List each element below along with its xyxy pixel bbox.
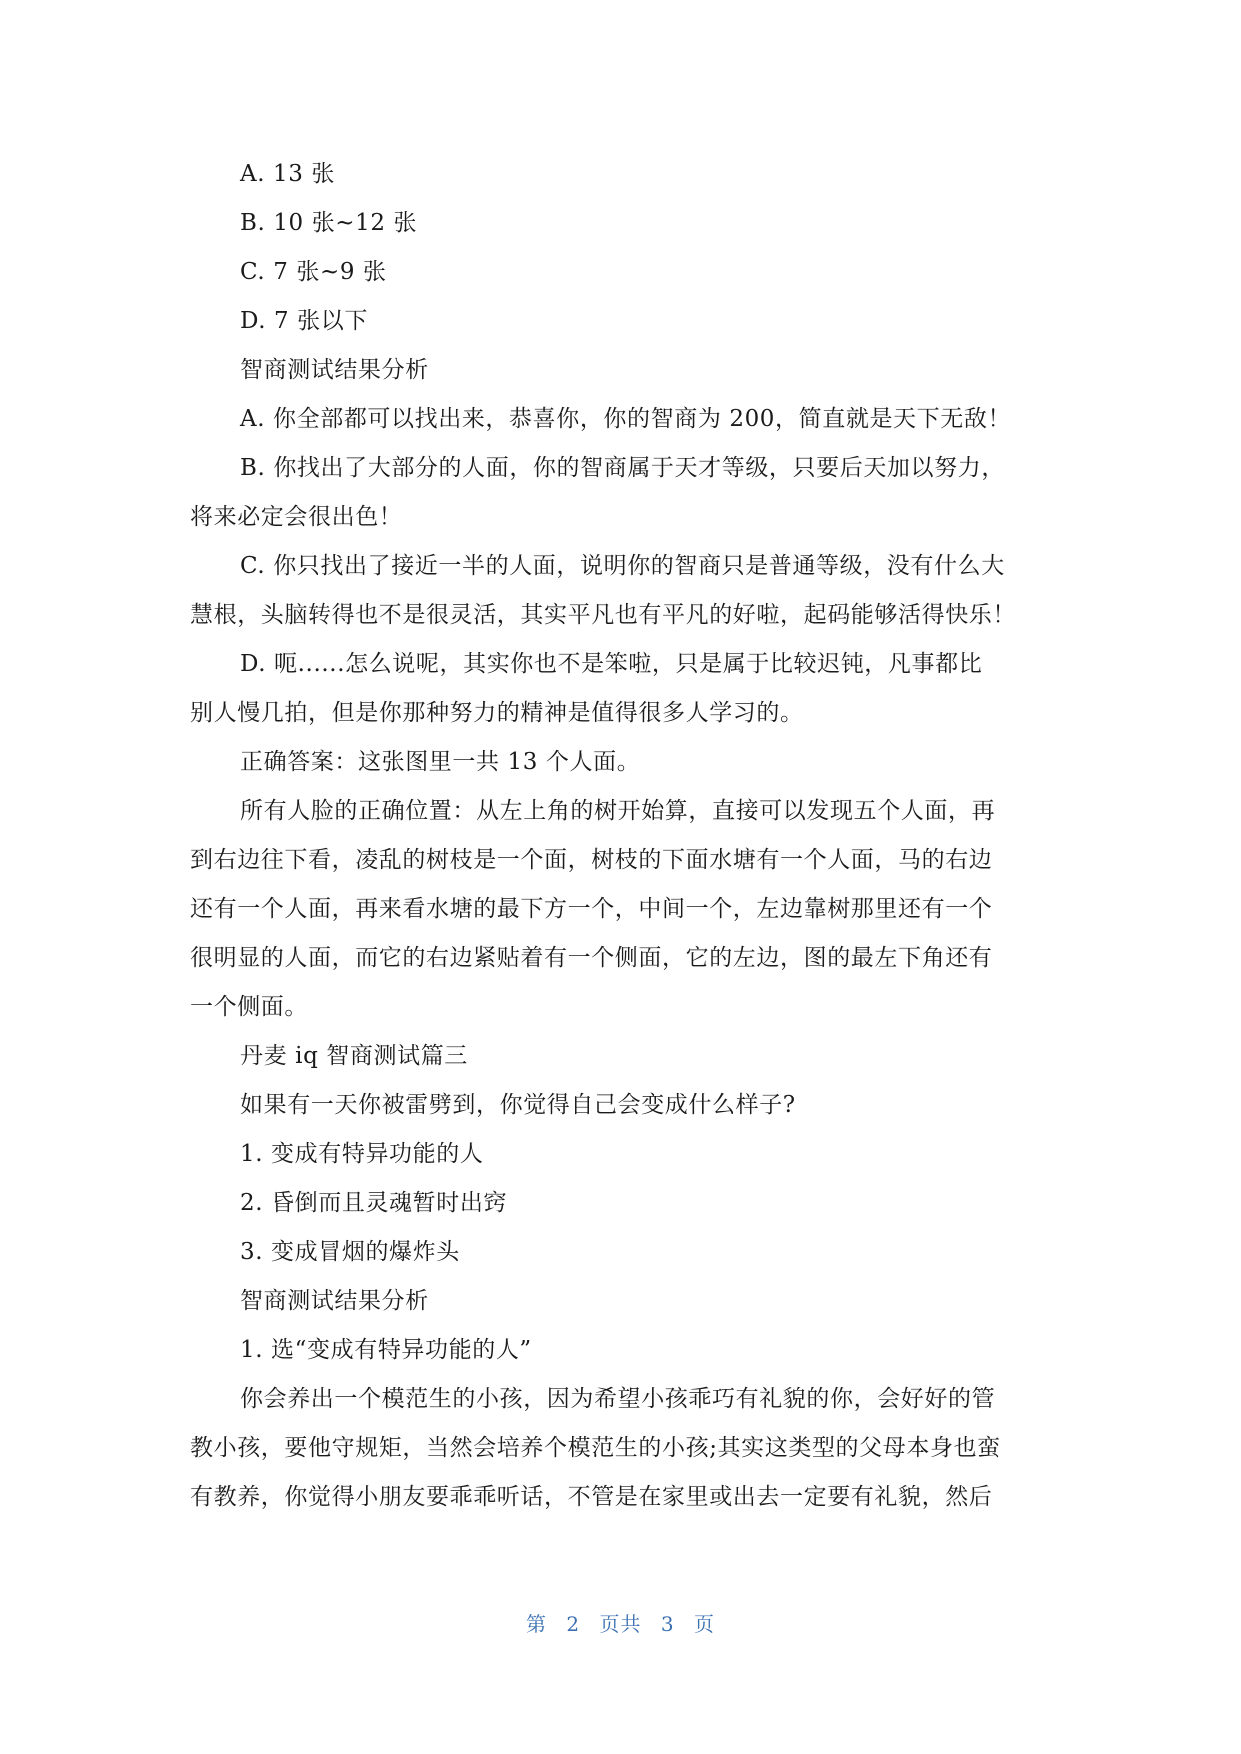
text-line: C. 7 张~9 张 (240, 259, 387, 285)
text-line: 2. 昏倒而且灵魂暂时出窍 (240, 1190, 508, 1216)
text-line: D. 7 张以下 (240, 308, 368, 334)
text-line: 一个侧面。 (190, 994, 308, 1020)
text-line: B. 10 张~12 张 (240, 210, 418, 236)
document-body (190, 150, 1050, 1522)
text-line: 别人慢几拍，但是你那种努力的精神是值得很多人学习的。 (190, 700, 804, 726)
footer-total-pages: 3 (660, 1612, 675, 1636)
text-line: 慧根，头脑转得也不是很灵活，其实平凡也有平凡的好啦，起码能够活得快乐！ (190, 602, 1016, 628)
text-line: D. 呃......怎么说呢，其实你也不是笨啦，只是属于比较迟钝，凡事都比 (240, 651, 983, 677)
text-line: A. 你全部都可以找出来，恭喜你，你的智商为 200，简直就是天下无敌！ (240, 406, 1012, 432)
text-line: A. 13 张 (240, 161, 336, 187)
text-line: 1. 选“变成有特异功能的人” (240, 1337, 532, 1363)
text-line: 智商测试结果分析 (240, 1288, 429, 1314)
text-line: 正确答案：这张图里一共 13 个人面。 (240, 749, 641, 775)
text-line: 丹麦 iq 智商测试篇三 (240, 1043, 468, 1069)
footer-prefix: 第 (526, 1612, 548, 1636)
text-line: C. 你只找出了接近一半的人面，说明你的智商只是普通等级，没有什么大 (240, 553, 1005, 579)
text-line: 到右边往下看，凌乱的树枝是一个面，树枝的下面水塘有一个人面，马的右边 (190, 847, 993, 873)
text-line: 1. 变成有特异功能的人 (240, 1141, 484, 1167)
text-line: B. 你找出了大部分的人面，你的智商属于天才等级，只要后天加以努力， (240, 455, 1005, 481)
footer-suffix: 页 (693, 1612, 715, 1636)
text-line: 如果有一天你被雷劈到，你觉得自己会变成什么样子? (240, 1092, 796, 1118)
text-line: 智商测试结果分析 (240, 357, 429, 383)
text-line: 很明显的人面，而它的右边紧贴着有一个侧面，它的左边，图的最左下角还有 (190, 945, 993, 971)
text-line: 所有人脸的正确位置：从左上角的树开始算，直接可以发现五个人面，再 (240, 798, 996, 824)
page-footer (0, 1608, 1241, 1637)
text-line: 你会养出一个模范生的小孩，因为希望小孩乖巧有礼貌的你，会好好的管 (240, 1386, 996, 1412)
footer-middle: 页共 (599, 1612, 642, 1636)
text-line: 3. 变成冒烟的爆炸头 (240, 1239, 460, 1265)
text-line: 有教养，你觉得小朋友要乖乖听话，不管是在家里或出去一定要有礼貌，然后 (190, 1484, 993, 1510)
text-line: 教小孩，要他守规矩，当然会培养个模范生的小孩;其实这类型的父母本身也蛮 (190, 1435, 1001, 1461)
text-line: 还有一个人面，再来看水塘的最下方一个，中间一个，左边靠树那里还有一个 (190, 896, 993, 922)
text-line: 将来必定会很出色！ (190, 504, 403, 530)
footer-current-page: 2 (566, 1612, 581, 1636)
